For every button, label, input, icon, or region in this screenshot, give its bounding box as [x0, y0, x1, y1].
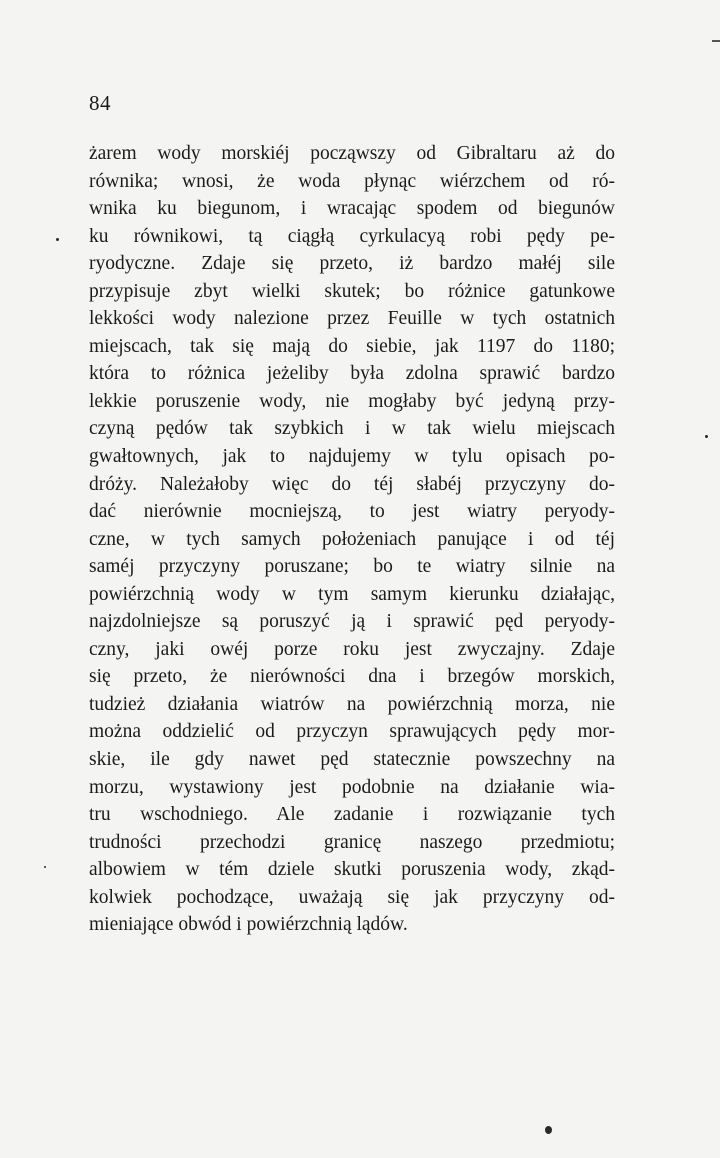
text-line: dać nierównie mocniejszą, to jest wiatry peryody- [89, 501, 615, 523]
body-text [89, 140, 615, 939]
text-line: wnika ku biegunom, i wracając spodem od biegunów [89, 198, 615, 220]
text-line: skie, ile gdy nawet pęd statecznie powszechny na [89, 749, 615, 771]
text-line: czne, w tych samych położeniach panujące i od téj [89, 528, 615, 550]
text-line: mieniające obwód i powiérzchnią lądów. [89, 914, 408, 936]
text-line: gwałtownych, jak to najdujemy w tylu opisach po- [89, 446, 615, 468]
text-line: równika; wnosi, że woda płynąc wiérzchem od ró- [89, 170, 615, 192]
page-number: 84 [89, 91, 111, 115]
text-line: miejscach, tak się mają do siebie, jak 1197 do 1180; [89, 335, 615, 357]
text-line: kolwiek pochodzące, uważają się jak przyczyny od- [89, 886, 615, 908]
text-line: czyną pędów tak szybkich i w tak wielu miejscach [89, 418, 615, 440]
ink-speck [705, 435, 708, 438]
text-line: lekkie poruszenie wody, nie mogłaby być jedyną przy- [89, 390, 615, 412]
text-line: się przeto, że nierówności dna i brzegów morskich, [89, 666, 615, 688]
text-line: tudzież działania wiatrów na powiérzchnią morza, nie [89, 693, 615, 715]
ink-speck [56, 238, 59, 241]
text-line: najzdolniejsze są poruszyć ją i sprawić pęd peryody- [89, 611, 615, 633]
text-line: żarem wody morskiéj począwszy od Gibraltaru aż do [89, 143, 615, 164]
text-line: można oddzielić od przyczyn sprawujących pędy mor- [89, 721, 615, 743]
text-line: morzu, wystawiony jest podobnie na działanie wia- [89, 776, 615, 798]
text-line: albowiem w tém dziele skutki poruszenia wody, zkąd- [89, 859, 615, 881]
text-line: tru wschodniego. Ale zadanie i rozwiązanie tych [89, 804, 615, 826]
text-line: ku równikowi, tą ciągłą cyrkulacyą robi pędy pe- [89, 225, 615, 247]
text-line: trudności przechodzi granicę naszego przedmiotu; [89, 831, 615, 853]
text-line: przypisuje zbyt wielki skutek; bo różnice gatunkowe [89, 280, 615, 302]
text-line: czny, jaki owéj porze roku jest zwyczajny. Zdaje [89, 638, 615, 660]
text-line: dróży. Należałoby więc do téj słabéj przyczyny do- [89, 473, 615, 495]
text-line: ryodyczne. Zdaje się przeto, iż bardzo małéj sile [89, 253, 615, 275]
text-line: powiérzchnią wody w tym samym kierunku działając, [89, 583, 615, 605]
text-line: która to różnica jeżeliby była zdolna sprawić bardzo [89, 363, 615, 385]
ink-dot [545, 1126, 552, 1134]
text-line: lekkości wody nalezione przez Feuille w tych ostatnich [89, 308, 615, 330]
ink-speck [44, 866, 46, 868]
page-edge-mark [712, 40, 720, 42]
text-line: saméj przyczyny poruszane; bo te wiatry silnie na [89, 556, 615, 578]
